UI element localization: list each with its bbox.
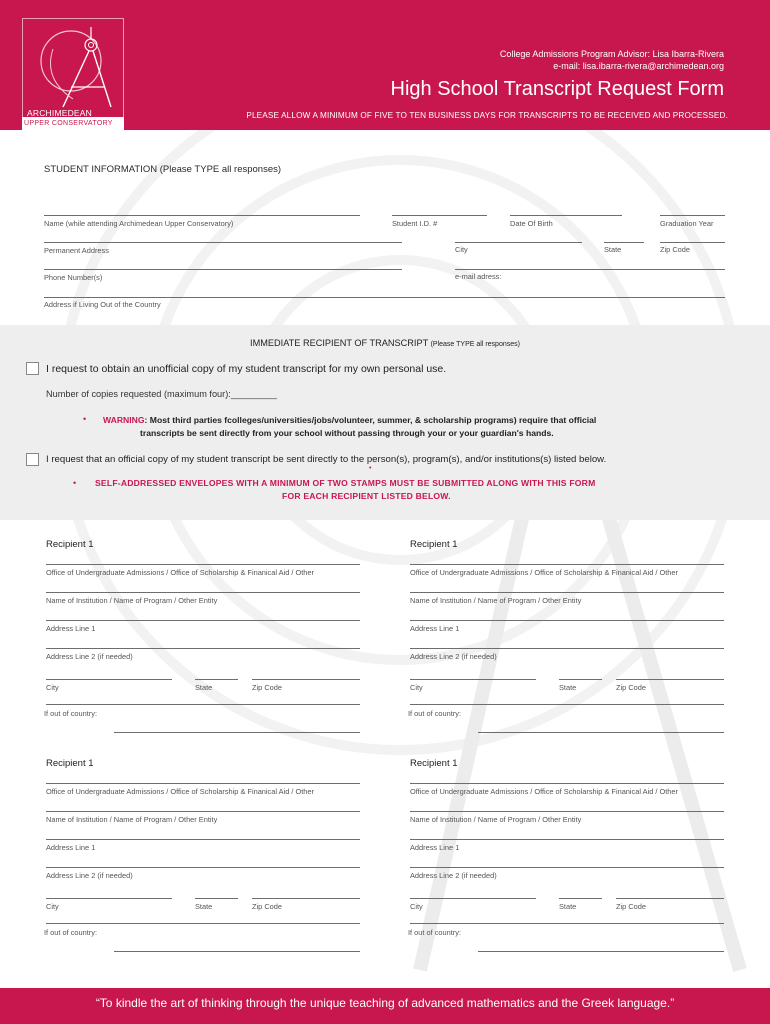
recipient-3-country-top-line (46, 923, 360, 924)
recipient-1-zip-label: Zip Code (252, 683, 282, 692)
recipient-3-zip-field[interactable] (252, 898, 360, 899)
city-field[interactable] (455, 242, 582, 243)
student-id-field[interactable] (392, 215, 487, 216)
recipient-4-office-field[interactable] (410, 783, 724, 784)
recipient-section-title: IMMEDIATE RECIPIENT OF TRANSCRIPT (250, 338, 429, 348)
recipient-section-heading (0, 338, 770, 348)
recipient-1-institution-field[interactable] (46, 592, 360, 593)
recipient-2-institution-label: Name of Institution / Name of Program / Other Entity (410, 596, 582, 605)
warning-body: : Most third parties fcolleges/universities/jobs/volunteer, summer, & scholarship programs) require that official (144, 415, 597, 425)
recipient-4-country-top-line (410, 923, 724, 924)
recipient-1-country-top-line (46, 704, 360, 705)
recipient-3-country-label: If out of country: (44, 928, 97, 937)
advisor-name: College Admissions Program Advisor: Lisa Ibarra-Rivera (499, 49, 724, 59)
recipient-3-zip-label: Zip Code (252, 902, 282, 911)
recipient-2-address1-label: Address Line 1 (410, 624, 460, 633)
recipient-1-state-field[interactable] (195, 679, 238, 680)
compass-logo-icon (23, 19, 125, 119)
recipient-4-address1-field[interactable] (410, 839, 724, 840)
recipient-4-city-field[interactable] (410, 898, 536, 899)
recipient-2-address1-field[interactable] (410, 620, 724, 621)
warning-label: WARNING (103, 415, 145, 425)
page-title: High School Transcript Request Form (390, 78, 724, 100)
recipient-1-address1-label: Address Line 1 (46, 624, 96, 633)
student-section-title: STUDENT INFORMATION (Please TYPE all responses) (44, 164, 282, 175)
recipient-1-city-label: City (46, 683, 59, 692)
recipient-4-country-field[interactable] (478, 951, 724, 952)
recipient-2-address2-label: Address Line 2 (if needed) (410, 652, 497, 661)
recipient-2-institution-field[interactable] (410, 592, 724, 593)
processing-notice: PLEASE ALLOW A MINIMUM OF FIVE TO TEN BUSINESS DAYS FOR TRANSCRIPTS TO BE RECEIVED AND PROCESSED. (246, 111, 728, 120)
recipient-2-country-top-line (410, 704, 724, 705)
recipient-1-country-field[interactable] (114, 732, 360, 733)
footer-quote: “To kindle the art of thinking through the unique teaching of advanced mathematics and the Greek language.” (95, 996, 675, 1010)
recipient-4-institution-field[interactable] (410, 811, 724, 812)
envelope-bullet-top: • (369, 465, 372, 472)
recipient-3-office-field[interactable] (46, 783, 360, 784)
recipient-1-state-label: State (195, 683, 213, 692)
recipient-1-zip-field[interactable] (252, 679, 360, 680)
logo-name: ARCHIMEDEAN (27, 108, 93, 118)
recipient-3-address2-field[interactable] (46, 867, 360, 868)
recipient-heading-3: Recipient 1 (46, 758, 94, 769)
state-label: State (604, 245, 622, 254)
abroad-address-label: Address if Living Out of the Country (44, 300, 161, 309)
recipient-3-city-field[interactable] (46, 898, 172, 899)
recipient-4-office-label: Office of Undergraduate Admissions / Office of Scholarship & Finanical Aid / Other (410, 787, 678, 796)
official-copy-label: I request that an official copy of my student transcript be sent directly to the person(s), program(s), and/or institutions(s) listed below. (46, 454, 607, 465)
recipient-section-note: (Please TYPE all responses) (430, 341, 520, 348)
phone-label: Phone Number(s) (44, 273, 103, 282)
envelope-notice-1: SELF-ADDRESSED ENVELOPES WITH A MINIMUM OF TWO STAMPS MUST BE SUBMITTED ALONG WITH THIS FORM (95, 478, 596, 488)
state-field[interactable] (604, 242, 644, 243)
recipient-2-address2-field[interactable] (410, 648, 724, 649)
watermark-spiral-icon (0, 130, 770, 990)
advisor-email[interactable]: e-mail: lisa.ibarra-rivera@archimedean.org (553, 61, 724, 71)
zip-label: Zip Code (660, 245, 690, 254)
recipient-1-country-label: If out of country: (44, 709, 97, 718)
address-label: Permanent Address (44, 246, 109, 255)
official-copy-checkbox[interactable] (26, 453, 39, 466)
recipient-4-address2-label: Address Line 2 (if needed) (410, 871, 497, 880)
graduation-year-field[interactable] (660, 215, 725, 216)
unofficial-copy-checkbox[interactable] (26, 362, 39, 375)
dob-field[interactable] (510, 215, 622, 216)
recipient-3-address2-label: Address Line 2 (if needed) (46, 871, 133, 880)
recipient-2-state-field[interactable] (559, 679, 602, 680)
recipient-2-office-field[interactable] (410, 564, 724, 565)
recipient-3-state-label: State (195, 902, 213, 911)
phone-field[interactable] (44, 269, 402, 270)
recipient-4-address2-field[interactable] (410, 867, 724, 868)
recipient-2-city-field[interactable] (410, 679, 536, 680)
graduation-year-label: Graduation Year (660, 219, 714, 228)
recipient-heading-2: Recipient 1 (410, 539, 458, 550)
envelope-notice-2: FOR EACH RECIPIENT LISTED BELOW. (282, 491, 451, 501)
recipient-2-city-label: City (410, 683, 423, 692)
recipient-heading-1: Recipient 1 (46, 539, 94, 550)
recipient-4-state-field[interactable] (559, 898, 602, 899)
recipient-1-address1-field[interactable] (46, 620, 360, 621)
recipient-2-state-label: State (559, 683, 577, 692)
student-id-label: Student I.D. # (392, 219, 438, 228)
copies-requested-field[interactable]: Number of copies requested (maximum four):_________ (46, 389, 277, 399)
recipient-3-state-field[interactable] (195, 898, 238, 899)
recipient-2-zip-label: Zip Code (616, 683, 646, 692)
recipient-3-office-label: Office of Undergraduate Admissions / Office of Scholarship & Finanical Aid / Other (46, 787, 314, 796)
recipient-2-zip-field[interactable] (616, 679, 724, 680)
name-field[interactable] (44, 215, 360, 216)
recipient-4-institution-label: Name of Institution / Name of Program / Other Entity (410, 815, 582, 824)
city-label: City (455, 245, 468, 254)
recipient-3-country-field[interactable] (114, 951, 360, 952)
warning-bullet: • (83, 414, 87, 424)
recipient-2-office-label: Office of Undergraduate Admissions / Office of Scholarship & Finanical Aid / Other (410, 568, 678, 577)
recipient-3-city-label: City (46, 902, 59, 911)
email-label: e-mail adress: (455, 272, 502, 281)
recipient-3-address1-label: Address Line 1 (46, 843, 96, 852)
recipient-heading-4: Recipient 1 (410, 758, 458, 769)
recipient-2-country-label: If out of country: (408, 709, 461, 718)
envelope-bullet: • (73, 478, 77, 488)
recipient-3-institution-field[interactable] (46, 811, 360, 812)
recipient-1-address2-label: Address Line 2 (if needed) (46, 652, 133, 661)
recipient-4-city-label: City (410, 902, 423, 911)
email-field[interactable] (455, 269, 725, 270)
zip-field[interactable] (660, 242, 725, 243)
recipient-1-office-label: Office of Undergraduate Admissions / Office of Scholarship & Finanical Aid / Other (46, 568, 314, 577)
recipient-3-institution-label: Name of Institution / Name of Program / Other Entity (46, 815, 218, 824)
recipient-1-city-field[interactable] (46, 679, 172, 680)
recipient-2-country-field[interactable] (478, 732, 724, 733)
recipient-4-zip-field[interactable] (616, 898, 724, 899)
recipient-4-zip-label: Zip Code (616, 902, 646, 911)
recipient-1-institution-label: Name of Institution / Name of Program / Other Entity (46, 596, 218, 605)
recipient-1-address2-field[interactable] (46, 648, 360, 649)
recipient-4-country-label: If out of country: (408, 928, 461, 937)
recipient-4-state-label: State (559, 902, 577, 911)
recipient-4-address1-label: Address Line 1 (410, 843, 460, 852)
abroad-address-field[interactable] (44, 297, 725, 298)
name-label: Name (while attending Archimedean Upper Conservatory) (44, 219, 234, 228)
warning-text-2: transcripts be sent directly from your school without passing through your or your guardian's hands. (140, 428, 554, 438)
dob-label: Date Of Birth (510, 219, 553, 228)
logo-subname: UPPER CONSERVATORY (24, 120, 113, 127)
recipient-3-address1-field[interactable] (46, 839, 360, 840)
warning-text (103, 414, 596, 427)
recipient-1-office-field[interactable] (46, 564, 360, 565)
unofficial-copy-label: I request to obtain an unofficial copy of my student transcript for my own personal use. (46, 363, 447, 375)
address-field[interactable] (44, 242, 402, 243)
advisor-contact (500, 48, 724, 72)
